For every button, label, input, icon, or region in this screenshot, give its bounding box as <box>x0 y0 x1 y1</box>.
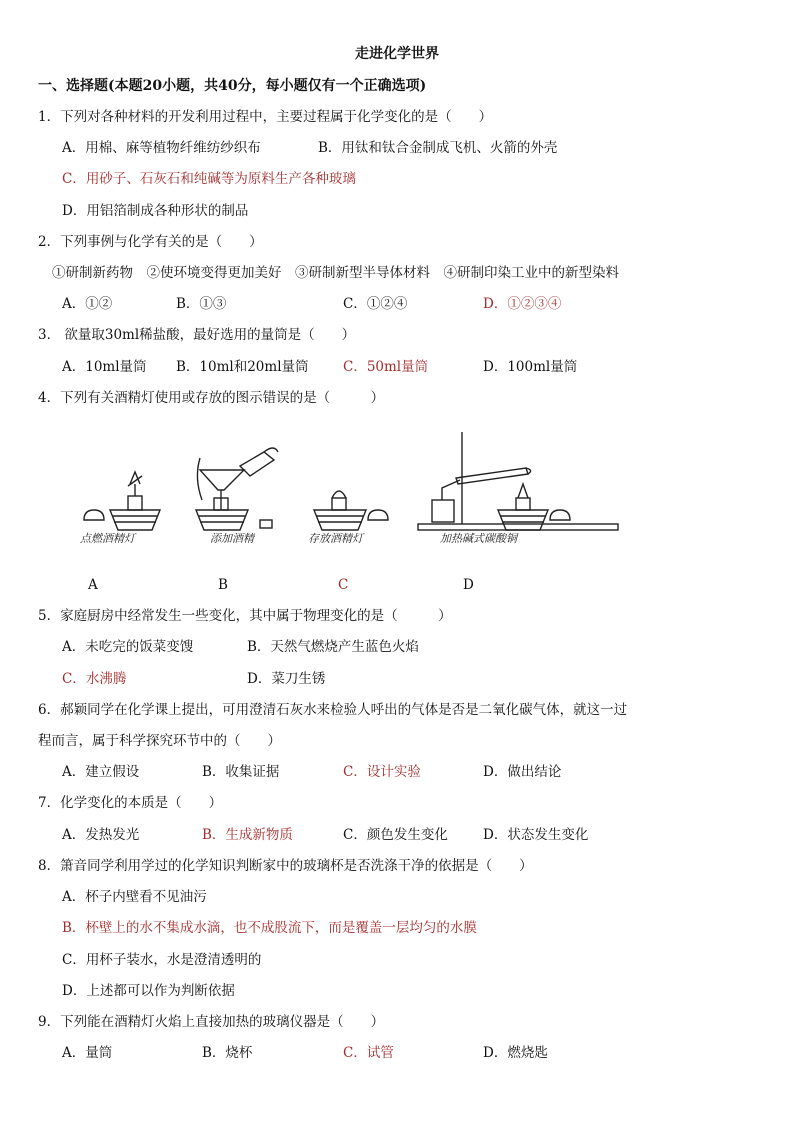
question-5-stem: 5．家庭厨房中经常发生一些变化，其中属于物理变化的是（ ） <box>38 608 452 624</box>
alcohol-lamp-figure <box>78 418 638 548</box>
question-8-stem: 8．箫音同学利用学过的化学知识判断家中的玻璃杯是否洗涤干净的依据是（ ） <box>38 858 533 874</box>
section-heading: 一、选择题(本题20小题，共40分，每小题仅有一个正确选项) <box>38 78 427 94</box>
question-6-option-a: A．建立假设 <box>62 764 140 780</box>
question-5-option-a: A．未吃完的饭菜变馊 <box>62 639 194 655</box>
caption-c: 存放酒精灯 <box>308 532 363 545</box>
question-5-option-b: B．天然气燃烧产生蓝色火焰 <box>247 639 419 655</box>
question-4-option-b: B <box>218 577 228 593</box>
question-7-option-a: A．发热发光 <box>62 827 140 843</box>
question-8-option-a: A．杯子内壁看不见油污 <box>62 889 207 905</box>
question-3-stem: 3． 欲量取30ml稀盐酸，最好选用的量筒是（ ） <box>38 327 356 343</box>
question-2-option-a: A．①② <box>62 296 113 312</box>
lab-illustration <box>78 418 638 548</box>
question-6-option-b: B．收集证据 <box>202 764 280 780</box>
question-9-option-d: D．燃烧匙 <box>483 1045 548 1061</box>
question-6-stem: 6．郝颖同学在化学课上提出，可用澄清石灰水来检验人呼出的气体是否是二氧化碳气体，就这一过 <box>38 702 628 718</box>
question-6-option-d: D．做出结论 <box>483 764 562 780</box>
question-3-option-c: C．50ml量筒 <box>343 359 429 375</box>
question-2-option-c: C．①②④ <box>343 296 408 312</box>
question-9-option-c: C．试管 <box>343 1045 394 1061</box>
question-8-option-b: B．杯壁上的水不集成水滴，也不成股流下，而是覆盖一层均匀的水膜 <box>62 920 477 936</box>
question-2-items: ①研制新药物 ②使环境变得更加美好 ③研制新型半导体材料 ④研制印染工业中的新型染料 <box>52 265 619 281</box>
question-8-option-c: C．用杯子装水，水是澄清透明的 <box>62 952 262 968</box>
question-9-option-a: A．量筒 <box>62 1045 113 1061</box>
question-6-option-c: C．设计实验 <box>343 764 421 780</box>
question-8-option-d: D．上述都可以作为判断依据 <box>62 983 235 999</box>
question-7-option-d: D．状态发生变化 <box>483 827 589 843</box>
question-7-stem: 7．化学变化的本质是（ ） <box>38 795 223 811</box>
question-5-option-c: C．水沸腾 <box>62 671 127 687</box>
question-3-option-d: D．100ml量筒 <box>483 359 578 375</box>
question-4-option-a: A <box>88 577 98 593</box>
question-1-option-d: D．用铝箔制成各种形状的制品 <box>62 203 249 219</box>
question-4-option-d: D <box>463 577 474 593</box>
question-9-stem: 9．下列能在酒精灯火焰上直接加热的玻璃仪器是（ ） <box>38 1014 385 1030</box>
question-7-option-c: C．颜色发生变化 <box>343 827 448 843</box>
question-2-stem: 2．下列事例与化学有关的是（ ） <box>38 234 263 250</box>
question-1-option-b: B．用钛和钛合金制成飞机、火箭的外壳 <box>318 140 558 156</box>
caption-a: 点燃酒精灯 <box>80 532 135 545</box>
question-1-option-c: C．用砂子、石灰石和纯碱等为原料生产各种玻璃 <box>62 171 356 187</box>
caption-b: 添加酒精 <box>210 532 254 545</box>
question-6-stem-cont: 程而言，属于科学探究环节中的（ ） <box>38 733 281 749</box>
question-4-stem: 4．下列有关酒精灯使用或存放的图示错误的是（ ） <box>38 390 385 406</box>
question-2-option-d: D．①②③④ <box>483 296 562 312</box>
question-1-stem: 1．下列对各种材料的开发利用过程中，主要过程属于化学变化的是（ ） <box>38 109 493 125</box>
question-1-option-a: A．用棉、麻等植物纤维纺纱织布 <box>62 140 261 156</box>
question-5-option-d: D．菜刀生锈 <box>247 671 326 687</box>
page-title: 走进化学世界 <box>355 46 439 62</box>
question-7-option-b: B．生成新物质 <box>202 827 293 843</box>
question-2-option-b: B．①③ <box>176 296 227 312</box>
question-4-option-c: C <box>338 577 349 593</box>
caption-d: 加热碱式碳酸铜 <box>440 532 517 545</box>
question-9-option-b: B．烧杯 <box>202 1045 253 1061</box>
question-3-option-a: A．10ml量筒 <box>62 359 147 375</box>
question-3-option-b: B．10ml和20ml量筒 <box>176 359 309 375</box>
